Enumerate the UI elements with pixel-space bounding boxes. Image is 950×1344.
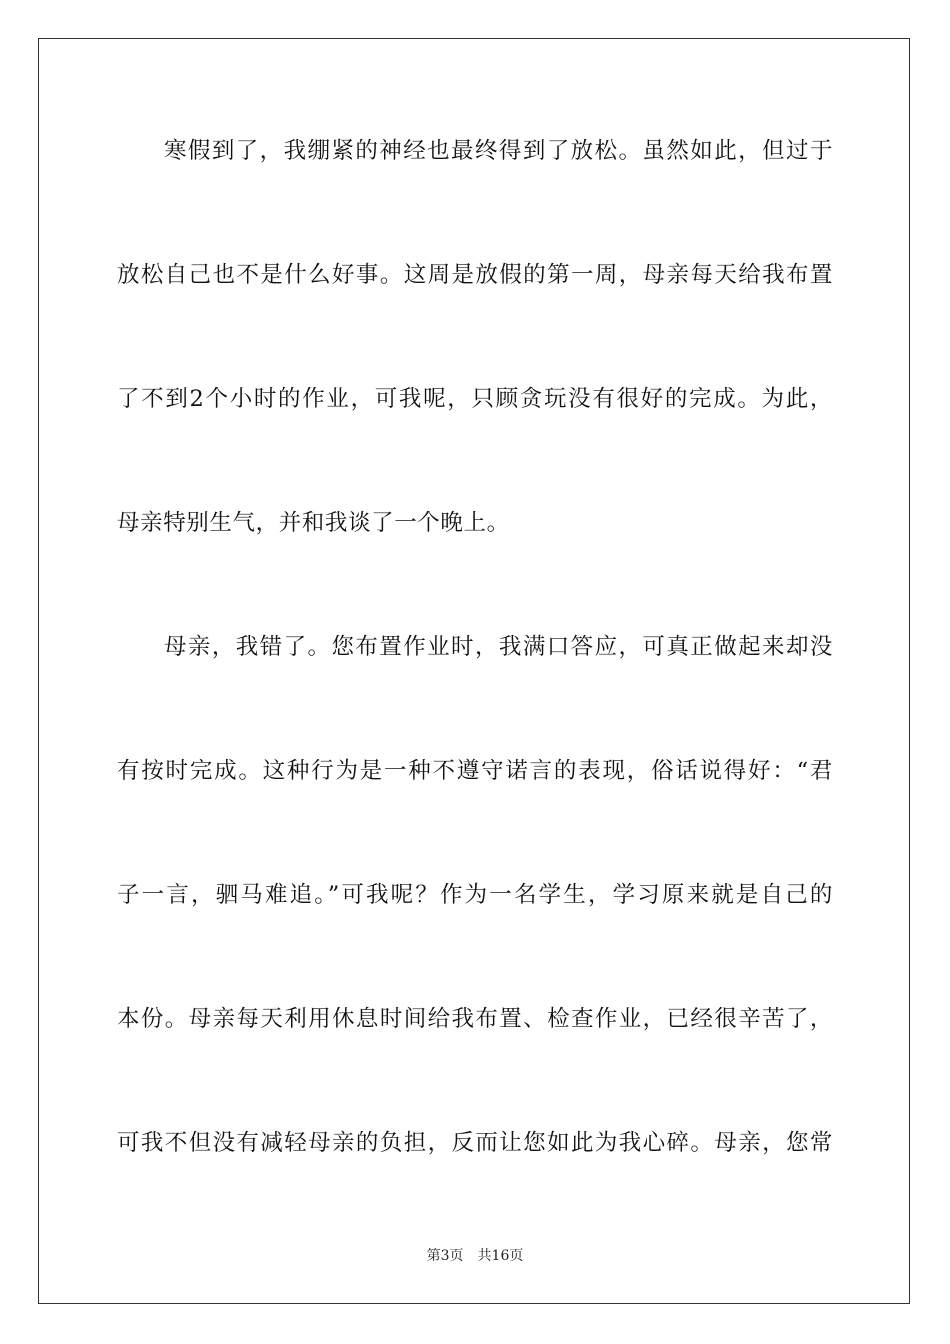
- paragraph-1-line-4: 母亲特别生气，并和我谈了一个晚上。: [117, 510, 510, 536]
- paragraph-2-line-5: 可我不但没有减轻母亲的负担，反而让您如此为我心碎。母亲，您常: [117, 1130, 833, 1156]
- paragraph-1-line-3: 了不到2个小时的作业，可我呢，只顾贪玩没有很好的完成。为此，: [117, 386, 833, 412]
- page-number: 第3页: [426, 1248, 464, 1264]
- page-footer: [0, 1247, 950, 1265]
- paragraph-2-line-4: 本份。母亲每天利用休息时间给我布置、检查作业，已经很辛苦了，: [117, 1006, 833, 1032]
- paragraph-2-line-1: 母亲，我错了。您布置作业时，我满口答应，可真正做起来却没: [164, 634, 833, 660]
- page-border: [38, 38, 910, 1304]
- page-total: 共16页: [477, 1248, 524, 1264]
- paragraph-1-line-2: 放松自己也不是什么好事。这周是放假的第一周，母亲每天给我布置: [117, 262, 833, 288]
- paragraph-1-line-1: 寒假到了，我绷紧的神经也最终得到了放松。虽然如此，但过于: [164, 138, 833, 164]
- paragraph-2-line-3: 子一言，驷马难追。”可我呢？作为一名学生，学习原来就是自己的: [117, 882, 833, 908]
- paragraph-2-line-2: 有按时完成。这种行为是一种不遵守诺言的表现，俗话说得好：“君: [117, 758, 833, 784]
